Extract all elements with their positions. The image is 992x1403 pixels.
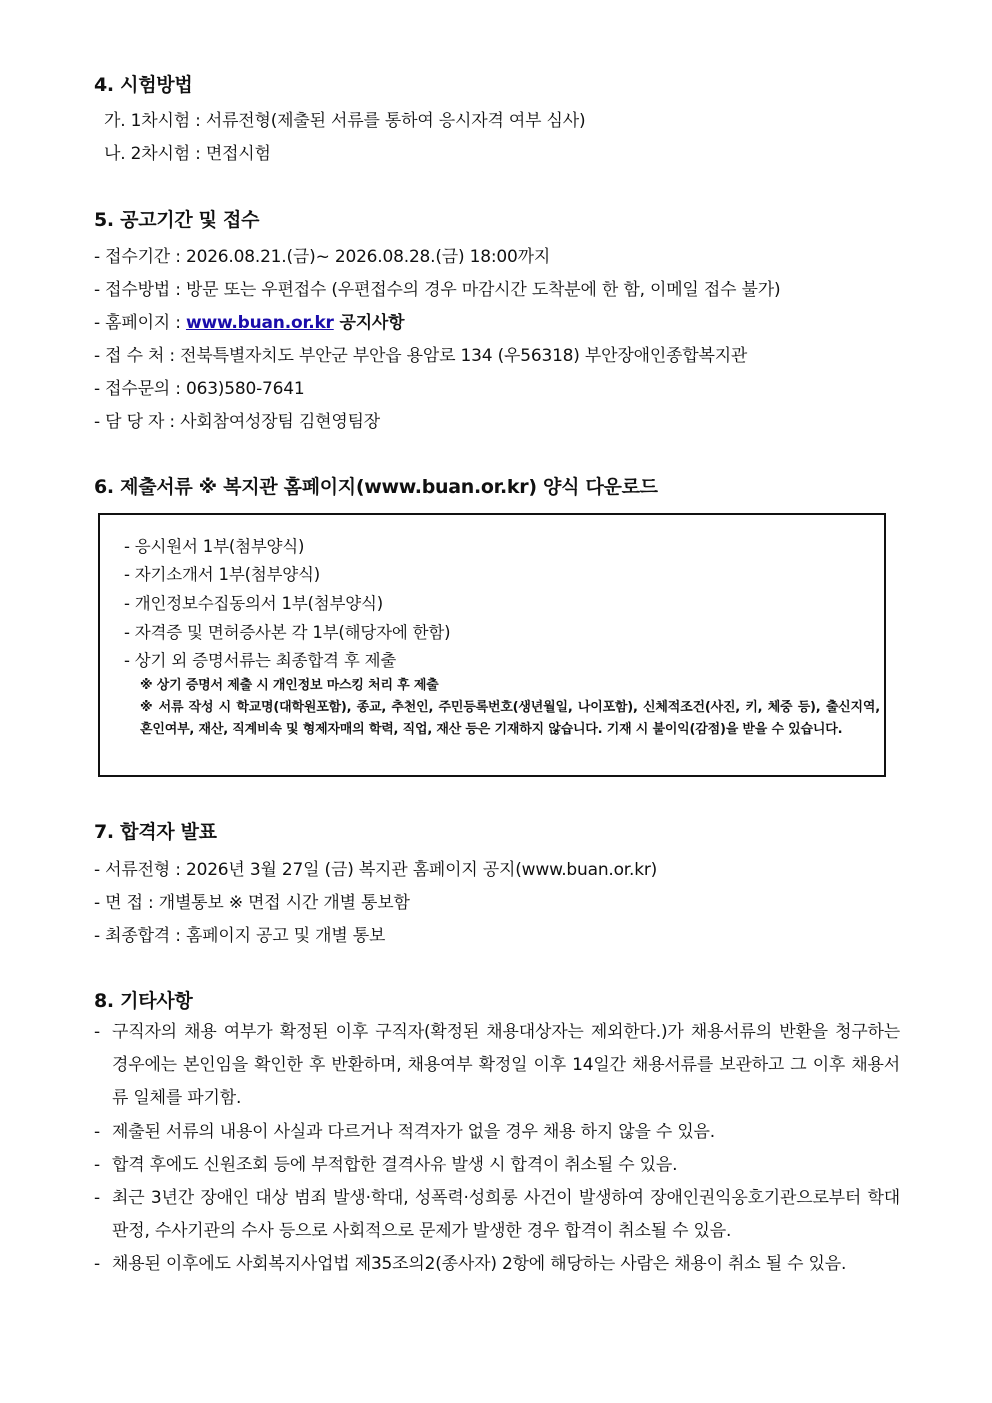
s5-homepage-prefix: - 홈페이지 : bbox=[94, 313, 186, 333]
s5-contact: - 접수문의 : 063)580-7641 bbox=[94, 379, 305, 399]
s5-homepage-suffix: 공지사항 bbox=[333, 313, 405, 333]
section-6-title: 6. 제출서류 ※ 복지관 홈페이지(www.buan.or.kr) 양식 다운로드 bbox=[94, 476, 658, 498]
s8-text-3: 합격 후에도 신원조회 등에 부적합한 결격사유 발생 시 합격이 취소될 수 있음. bbox=[112, 1155, 678, 1175]
s8-item-1 bbox=[94, 1016, 900, 1115]
section-4-title: 4. 시험방법 bbox=[94, 74, 193, 96]
section-5-title: 5. 공고기간 및 접수 bbox=[94, 209, 260, 231]
s6-item-4: - 자격증 및 면허증사본 각 1부(해당자에 한함) bbox=[124, 623, 451, 642]
s7-item-1: - 서류전형 : 2026년 3월 27일 (금) 복지관 홈페이지 공지(www.buan.or.kr) bbox=[94, 860, 658, 880]
s8-text-5: 채용된 이후에도 사회복지사업법 제35조의2(종사자) 2항에 해당하는 사람은 채용이 취소 될 수 있음. bbox=[112, 1254, 847, 1274]
s7-item-3: - 최종합격 : 홈페이지 공고 및 개별 통보 bbox=[94, 926, 386, 946]
s8-item-4 bbox=[94, 1182, 900, 1248]
s8-dash-5: - bbox=[94, 1254, 100, 1274]
s6-item-3: - 개인정보수집동의서 1부(첨부양식) bbox=[124, 594, 383, 613]
s8-dash-1: - bbox=[94, 1022, 100, 1042]
s6-item-5: - 상기 외 증명서류는 최종합격 후 제출 bbox=[124, 651, 397, 670]
homepage-link[interactable]: www.buan.or.kr bbox=[185, 313, 334, 333]
s5-homepage bbox=[94, 308, 404, 333]
s6-item-2: - 자기소개서 1부(첨부양식) bbox=[124, 565, 321, 584]
s8-text-2: 제출된 서류의 내용이 사실과 다르거나 적격자가 없을 경우 채용 하지 않을 수 있음. bbox=[112, 1122, 715, 1142]
s4-item-2: 나. 2차시험 : 면접시험 bbox=[104, 144, 271, 164]
s8-dash-2: - bbox=[94, 1122, 100, 1142]
s7-item-2: - 면 접 : 개별통보 ※ 면접 시간 개별 통보함 bbox=[94, 893, 410, 913]
section-7-title: 7. 합격자 발표 bbox=[94, 821, 217, 843]
s6-item-1: - 응시원서 1부(첨부양식) bbox=[124, 537, 305, 556]
s4-item-1: 가. 1차시험 : 서류전형(제출된 서류를 통하여 응시자격 여부 심사) bbox=[104, 111, 586, 131]
s8-dash-4: - bbox=[94, 1188, 100, 1208]
section-8-title: 8. 기타사항 bbox=[94, 990, 193, 1012]
s8-item-5 bbox=[94, 1248, 900, 1281]
s8-text-4: 최근 3년간 장애인 대상 범죄 발생·학대, 성폭력·성희롱 사건이 발생하여 장애인권익옹호기관으로부터 학대판정, 수사기관의 수사 등으로 사회적으로 문제가 발생한 경우 합격이 취소될 수 있음. bbox=[112, 1188, 900, 1241]
s8-text-1: 구직자의 채용 여부가 확정된 이후 구직자(확정된 채용대상자는 제외한다.)가 채용서류의 반환을 청구하는 경우에는 본인임을 확인한 후 반환하며, 채용여부 확정일 이후 14일간 채용서류를 보관하고 그 이후 채용서류 일체를 파기함. bbox=[112, 1022, 900, 1108]
s5-manager: - 담 당 자 : 사회참여성장팀 김현영팀장 bbox=[94, 412, 381, 432]
s5-method: - 접수방법 : 방문 또는 우편접수 (우편접수의 경우 마감시간 도착분에 한 함, 이메일 접수 불가) bbox=[94, 280, 781, 300]
s6-note-prohibited: ※ 서류 작성 시 학교명(대학원포함), 종교, 추천인, 주민등록번호(생년월일, 나이포함), 신체적조건(사진, 키, 체중 등), 출신지역, 혼인여부, 재산, 직계비속 및 형제자매의 학력, 직업, 재산 등은 기재하지 않습니다. 기재 시 불이익(감점)을 받을 수 있습니다. bbox=[140, 700, 880, 737]
s5-period: - 접수기간 : 2026.08.21.(금)~ 2026.08.28.(금) 18:00까지 bbox=[94, 247, 551, 267]
s5-address: - 접 수 처 : 전북특별자치도 부안군 부안읍 용암로 134 (우56318) 부안장애인종합복지관 bbox=[94, 346, 748, 366]
s8-item-3 bbox=[94, 1149, 900, 1182]
s8-dash-3: - bbox=[94, 1155, 100, 1175]
s6-note-masking: ※ 상기 증명서 제출 시 개인정보 마스킹 처리 후 제출 bbox=[140, 678, 439, 693]
s8-item-2 bbox=[94, 1116, 900, 1149]
